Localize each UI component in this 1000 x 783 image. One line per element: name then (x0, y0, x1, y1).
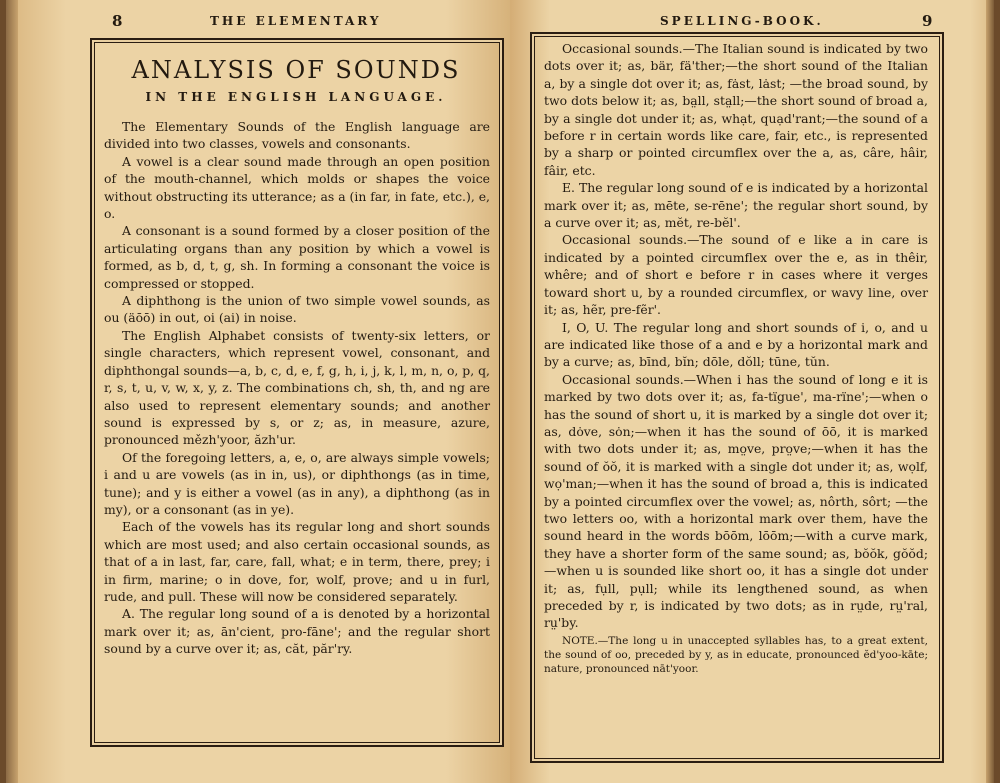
paragraph: Occasional sounds.—The sound of e like a in care is indicated by a pointed circumflex over the e, as in thêir, whêre; and of short e before r in cases where it verges toward short u, by a rounded circumflex, or wavy line, over it; as, hẽr, pre-fẽr'. (544, 232, 928, 318)
page-title: ANALYSIS OF SOUNDS (131, 56, 461, 84)
page-subtitle: IN THE ENGLISH LANGUAGE. (145, 90, 447, 104)
paragraph: A diphthong is the union of two simple vowel sounds, as ou (äōō) in out, oi (ai) in noise. (104, 293, 490, 326)
running-head: THE ELEMENTARY (210, 14, 382, 28)
page-edge (986, 0, 994, 783)
page-number: 8 (112, 12, 123, 30)
right-text-column (544, 40, 928, 676)
paragraph: The Elementary Sounds of the English language are divided into two classes, vowels and consonants. (104, 119, 490, 152)
paragraph: A consonant is a sound formed by a closer position of the articulating organs than any position by which a vowel is formed, as b, d, t, g, sh. In forming a consonant the voice is compressed or stopped. (104, 223, 490, 291)
paragraph: Each of the vowels has its regular long and short sounds which are most used; and also certain occasional sounds, as that of a in last, far, care, fall, what; e in term, there, prey; i in firm, marine; o in dove, for, wolf, prove; and u in furl, rude, and pull. These will now be considered separately. (104, 519, 490, 604)
page-number: 9 (922, 12, 933, 30)
paragraph: The English Alphabet consists of twenty-six letters, or single characters, which represent vowel, consonant, and diphthongal sounds—a, b, c, d, e, f, g, h, i, j, k, l, m, n, o, p, q, r, s, t, u, v, w, x, y, z. The combinations ch, sh, th, and ng are also used to represent elementary sounds; and another sound is expressed by s, or z; as, in measure, azure, pronounced mězh'yoor, ăzh'ur. (104, 327, 490, 448)
paragraph: Of the foregoing letters, a, e, o, are always simple vowels; i and u are vowels (as in in, us), or diphthongs (as in time, tune); and y is either a vowel (as in any), a diphthong (as in my), or a consonant (as in ye). (104, 449, 490, 517)
paragraph: A. The regular long sound of a is denoted by a horizontal mark over it; as, ān'cient, pro-fāne'; and the regular short sound by a curve over it; as, căt, păr'ry. (104, 606, 490, 657)
paragraph: Occasional sounds.—The Italian sound is indicated by two dots over it; as, bär, fä'ther;—the short sound of the Italian a, by a single dot over it; as, fȧst, lȧst; —the broad sound, by two dots below it; as, ba̤ll, sta̤ll;—the short sound of broad a, by a single dot under it; as, whạt, quạd'rant;—the sound of a before r in certain words like care, fair, etc., is represented by a sharp or pointed circumflex over the a, as, câre, hâir, fâir, etc. (544, 41, 928, 178)
paragraph: E. The regular long sound of e is indicated by a horizontal mark over it; as, mēte, se-rēne'; the regular short sound, by a curve over it; as, mĕt, re-bĕl'. (544, 180, 928, 231)
paragraph: A vowel is a clear sound made through an open position of the mouth-channel, which molds or shapes the voice without obstructing its utterance; as a (in far, in fate, etc.), e, o. (104, 153, 490, 222)
footnote: NOTE.—The long u in unaccepted syllables has, to a great extent, the sound of oo, preceded by y, as in educate, pronounced ĕd'yoo-kāte; nature, pronounced nāt'yoor. (544, 634, 928, 675)
paragraph: Occasional sounds.—When i has the sound of long e it is marked by two dots over it; as, fa-tïgue', ma-rïne';—when o has the sound of short u, it is marked by a single dot over it; as, dȯve, sȯn;—when it has the sound of ōō, it is marked with two dots under it; as, mo̤ve, pro̤ve;—when it has the sound of ŏŏ, it is marked with a single dot under it; as, wọlf, wọ'man;—when it has the sound of broad a, this is indicated by a pointed circumflex over the vowel; as, nôrth, sôrt; —the two letters oo, with a horizontal mark over them, have the sound heard in the words bōōm, lōōm;—with a curve mark, they have a shorter form of the same sound; as, bŏŏk, gŏŏd;—when u is sounded like short oo, it has a single dot under it; as, fụll, pụll; while its lengthened sound, as when preceded by r, is indicated by two dots; as in rṳde, rṳ'ral, rṳ'by. (544, 371, 928, 631)
paragraph: I, O, U. The regular long and short sounds of i, o, and u are indicated like those of a and e by a horizontal mark and by a curve; as, bīnd, bĭn; dōle, dŏll; tūne, tŭn. (544, 319, 928, 370)
page-edge (6, 0, 18, 783)
running-head: SPELLING-BOOK. (660, 14, 824, 28)
left-text-column (104, 118, 490, 658)
